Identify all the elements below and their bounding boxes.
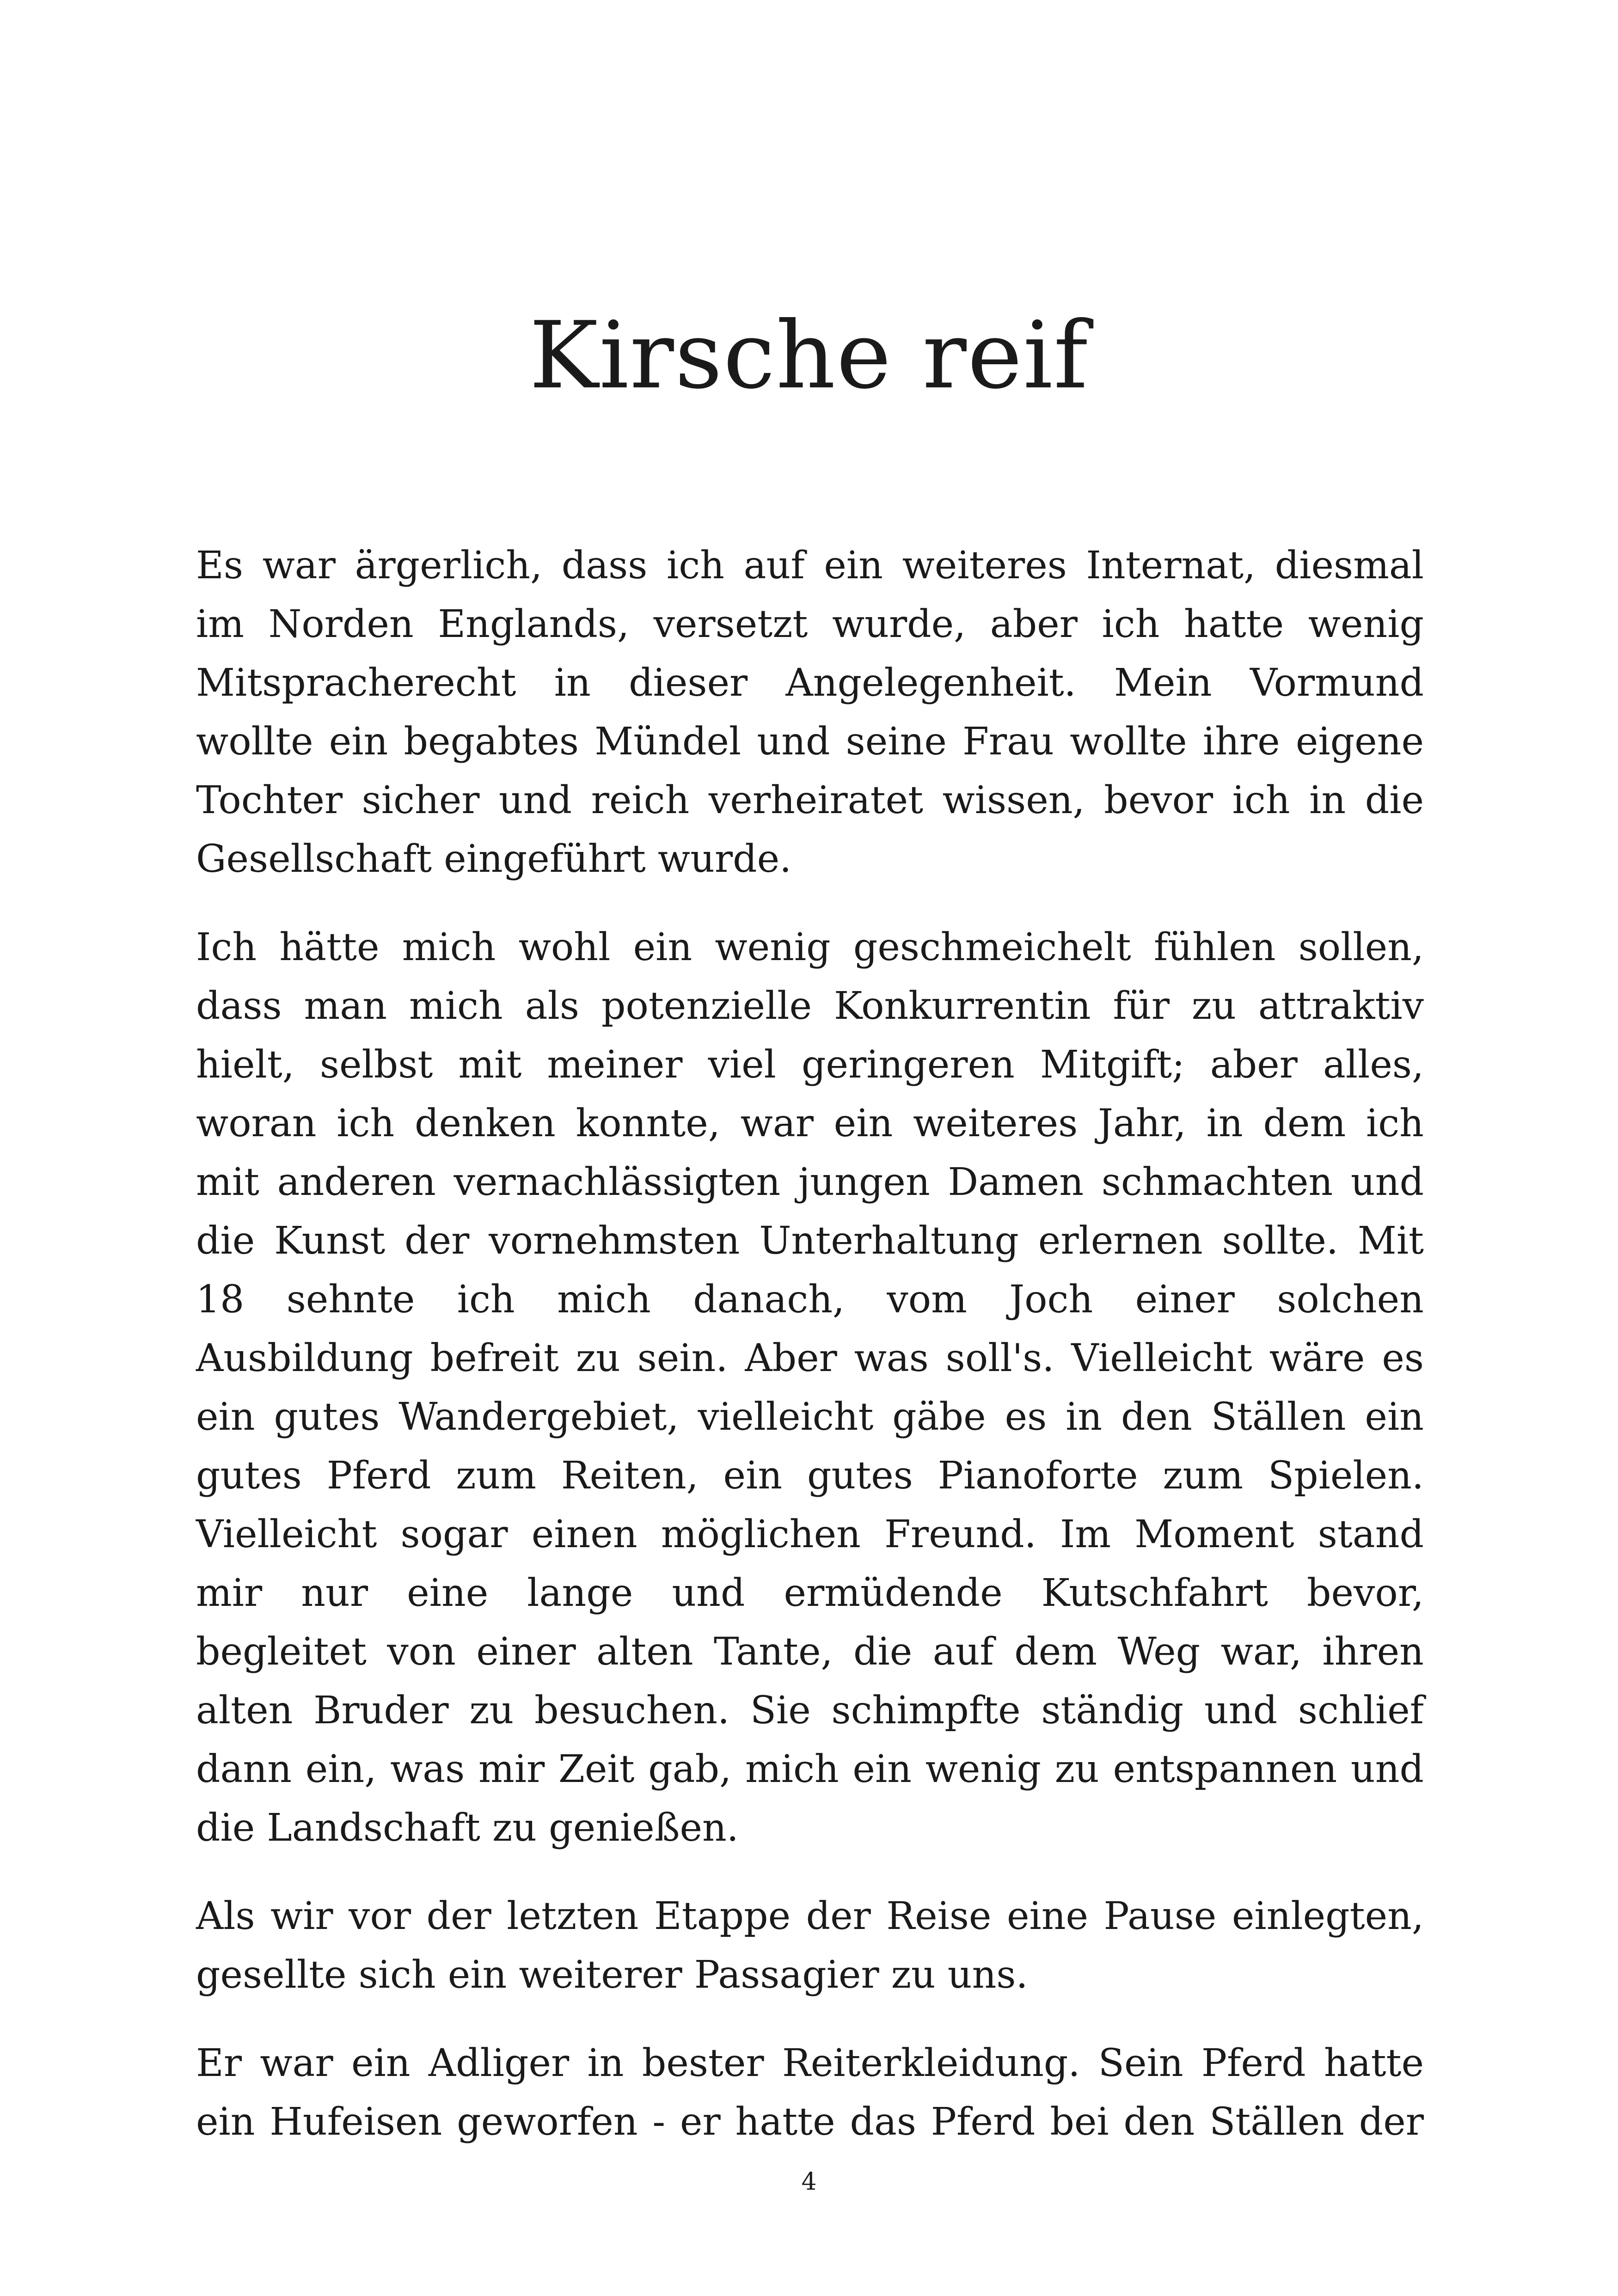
text-line: woran ich denken konnte, war ein weiteres Jahr, in dem ich <box>196 1102 1424 1145</box>
text-line: hielt, selbst mit meiner viel geringeren Mitgift; aber alles, <box>196 1043 1424 1087</box>
text-line: 18 sehnte ich mich danach, vom Joch einer solchen <box>196 1278 1424 1322</box>
text-line: mit anderen vernachlässigten jungen Damen schmachten und <box>196 1160 1424 1204</box>
text-line: Er war ein Adliger in bester Reiterkleidung. Sein Pferd hatte <box>196 2041 1424 2085</box>
text-line: begleitet von einer alten Tante, die auf dem Weg war, ihren <box>196 1630 1424 1674</box>
text-line: wollte ein begabtes Mündel und seine Frau wollte ihre eigene <box>196 720 1424 764</box>
text-line: Tochter sicher und reich verheiratet wissen, bevor ich in die <box>196 778 1424 822</box>
text-line: im Norden Englands, versetzt wurde, aber ich hatte wenig <box>196 602 1424 646</box>
text-line: mir nur eine lange und ermüdende Kutschfahrt bevor, <box>196 1571 1424 1615</box>
text-line: alten Bruder zu besuchen. Sie schimpfte ständig und schlief <box>196 1689 1424 1733</box>
text-line: ein gutes Wandergebiet, vielleicht gäbe es in den Ställen ein <box>196 1395 1424 1439</box>
text-line: Ich hätte mich wohl ein wenig geschmeichelt fühlen sollen, <box>196 925 1424 969</box>
text-line: Es war ärgerlich, dass ich auf ein weiteres Internat, diesmal <box>196 544 1424 588</box>
text-line: Ausbildung befreit zu sein. Aber was soll's. Vielleicht wäre es <box>196 1336 1424 1380</box>
page-number: 4 <box>801 2168 817 2196</box>
paragraph <box>196 2034 1424 2151</box>
paragraph <box>196 918 1424 1857</box>
paragraph <box>196 536 1424 888</box>
text-line: gutes Pferd zum Reiten, ein gutes Pianoforte zum Spielen. <box>196 1454 1424 1498</box>
text-line: die Kunst der vornehmsten Unterhaltung erlernen sollte. Mit <box>196 1219 1424 1263</box>
text-line: gesellte sich ein weiterer Passagier zu uns. <box>196 1953 1028 1997</box>
text-line: dann ein, was mir Zeit gab, mich ein wenig zu entspannen und <box>196 1747 1424 1791</box>
text-line: Vielleicht sogar einen möglichen Freund. Im Moment stand <box>196 1512 1424 1556</box>
text-line: ein Hufeisen geworfen - er hatte das Pferd bei den Ställen der <box>196 2100 1424 2144</box>
body-text <box>196 536 1424 2181</box>
text-line: die Landschaft zu genießen. <box>196 1806 739 1850</box>
chapter-title: Kirsche reif <box>529 302 1089 410</box>
text-line: dass man mich als potenzielle Konkurrentin für zu attraktiv <box>196 984 1424 1028</box>
text-line: Gesellschaft eingeführt wurde. <box>196 837 792 881</box>
paragraph <box>196 1887 1424 2004</box>
text-line: Als wir vor der letzten Etappe der Reise eine Pause einlegten, <box>196 1894 1424 1938</box>
text-line: Mitspracherecht in dieser Angelegenheit. Mein Vormund <box>196 661 1424 705</box>
